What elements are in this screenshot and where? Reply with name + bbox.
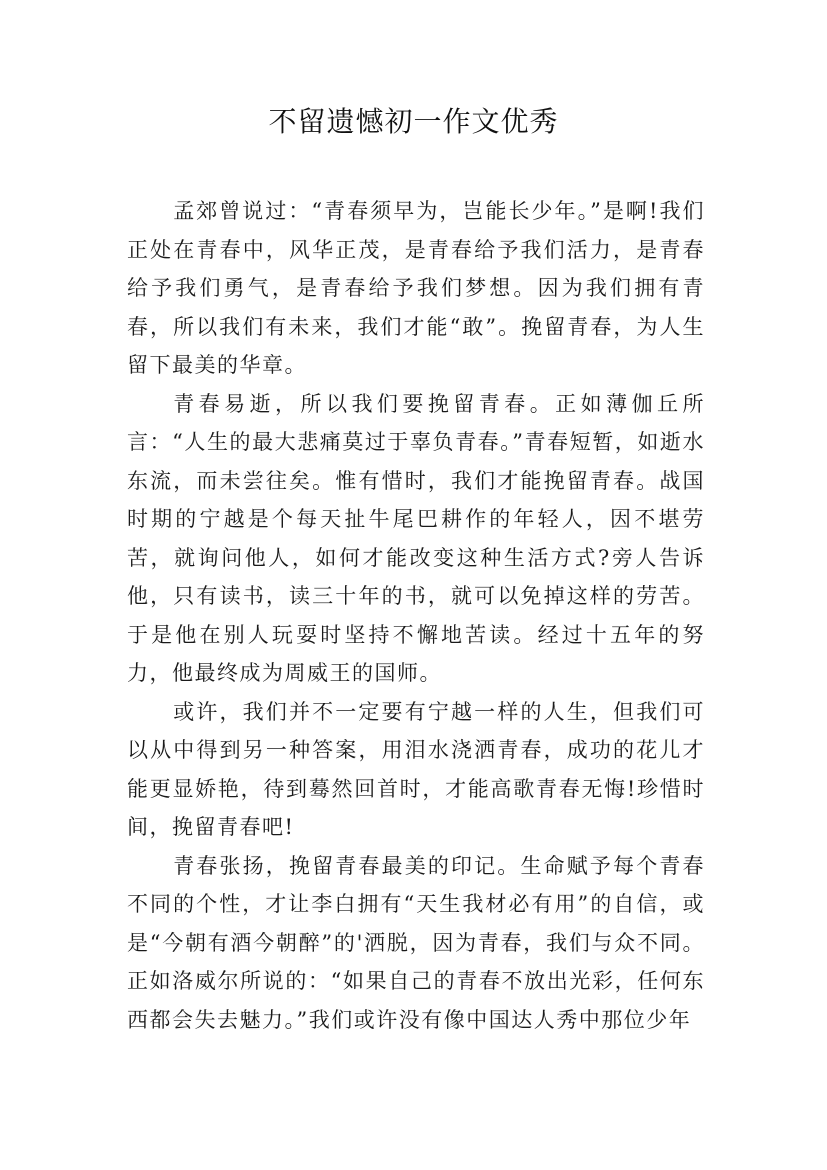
paragraph-1: 孟郊曾说过：“青春须早为，岂能长少年。”是啊!我们正处在青春中，风华正茂，是青春给予我们活力，是青春给予我们勇气，是青春给予我们梦想。因为我们拥有青春，所以我们有未来，我们才能“敢”。挽留青春，为人生留下最美的华章。 bbox=[127, 199, 705, 377]
document-title: 不留遗憾初一作文优秀 bbox=[268, 105, 559, 138]
document-body bbox=[127, 192, 705, 1039]
paragraph-4: 青春张扬，挽留青春最美的印记。生命赋予每个青春不同的个性，才让李白拥有“天生我材必有用”的自信，或是“今朝有酒今朝醉”的'洒脱，因为青春，我们与众不同。正如洛威尔所说的：“如果自己的青春不放出光彩，任何东西都会失去魅力。”我们或许没有像中国达人秀中那位少年 bbox=[127, 853, 705, 1032]
paragraph-3: 或许，我们并不一定要有宁越一样的人生，但我们可以从中得到另一种答案，用泪水浇洒青春，成功的花儿才能更显娇艳，待到蓦然回首时，才能高歌青春无悔!珍惜时间，挽留青春吧! bbox=[127, 699, 705, 839]
paragraph-2: 青春易逝，所以我们要挽留青春。正如薄伽丘所言：“人生的最大悲痛莫过于辜负青春。”青春短暂，如逝水东流，而未尝往矣。惟有惜时，我们才能挽留青春。战国时期的宁越是个每天扯牛尾巴耕作的年轻人，因不堪劳苦，就询问他人，如何才能改变这种生活方式?旁人告诉他，只有读书，读三十年的书，就可以免掉这样的劳苦。于是他在别人玩耍时坚持不懈地苦读。经过十五年的努力，他最终成为周威王的国师。 bbox=[127, 391, 705, 685]
